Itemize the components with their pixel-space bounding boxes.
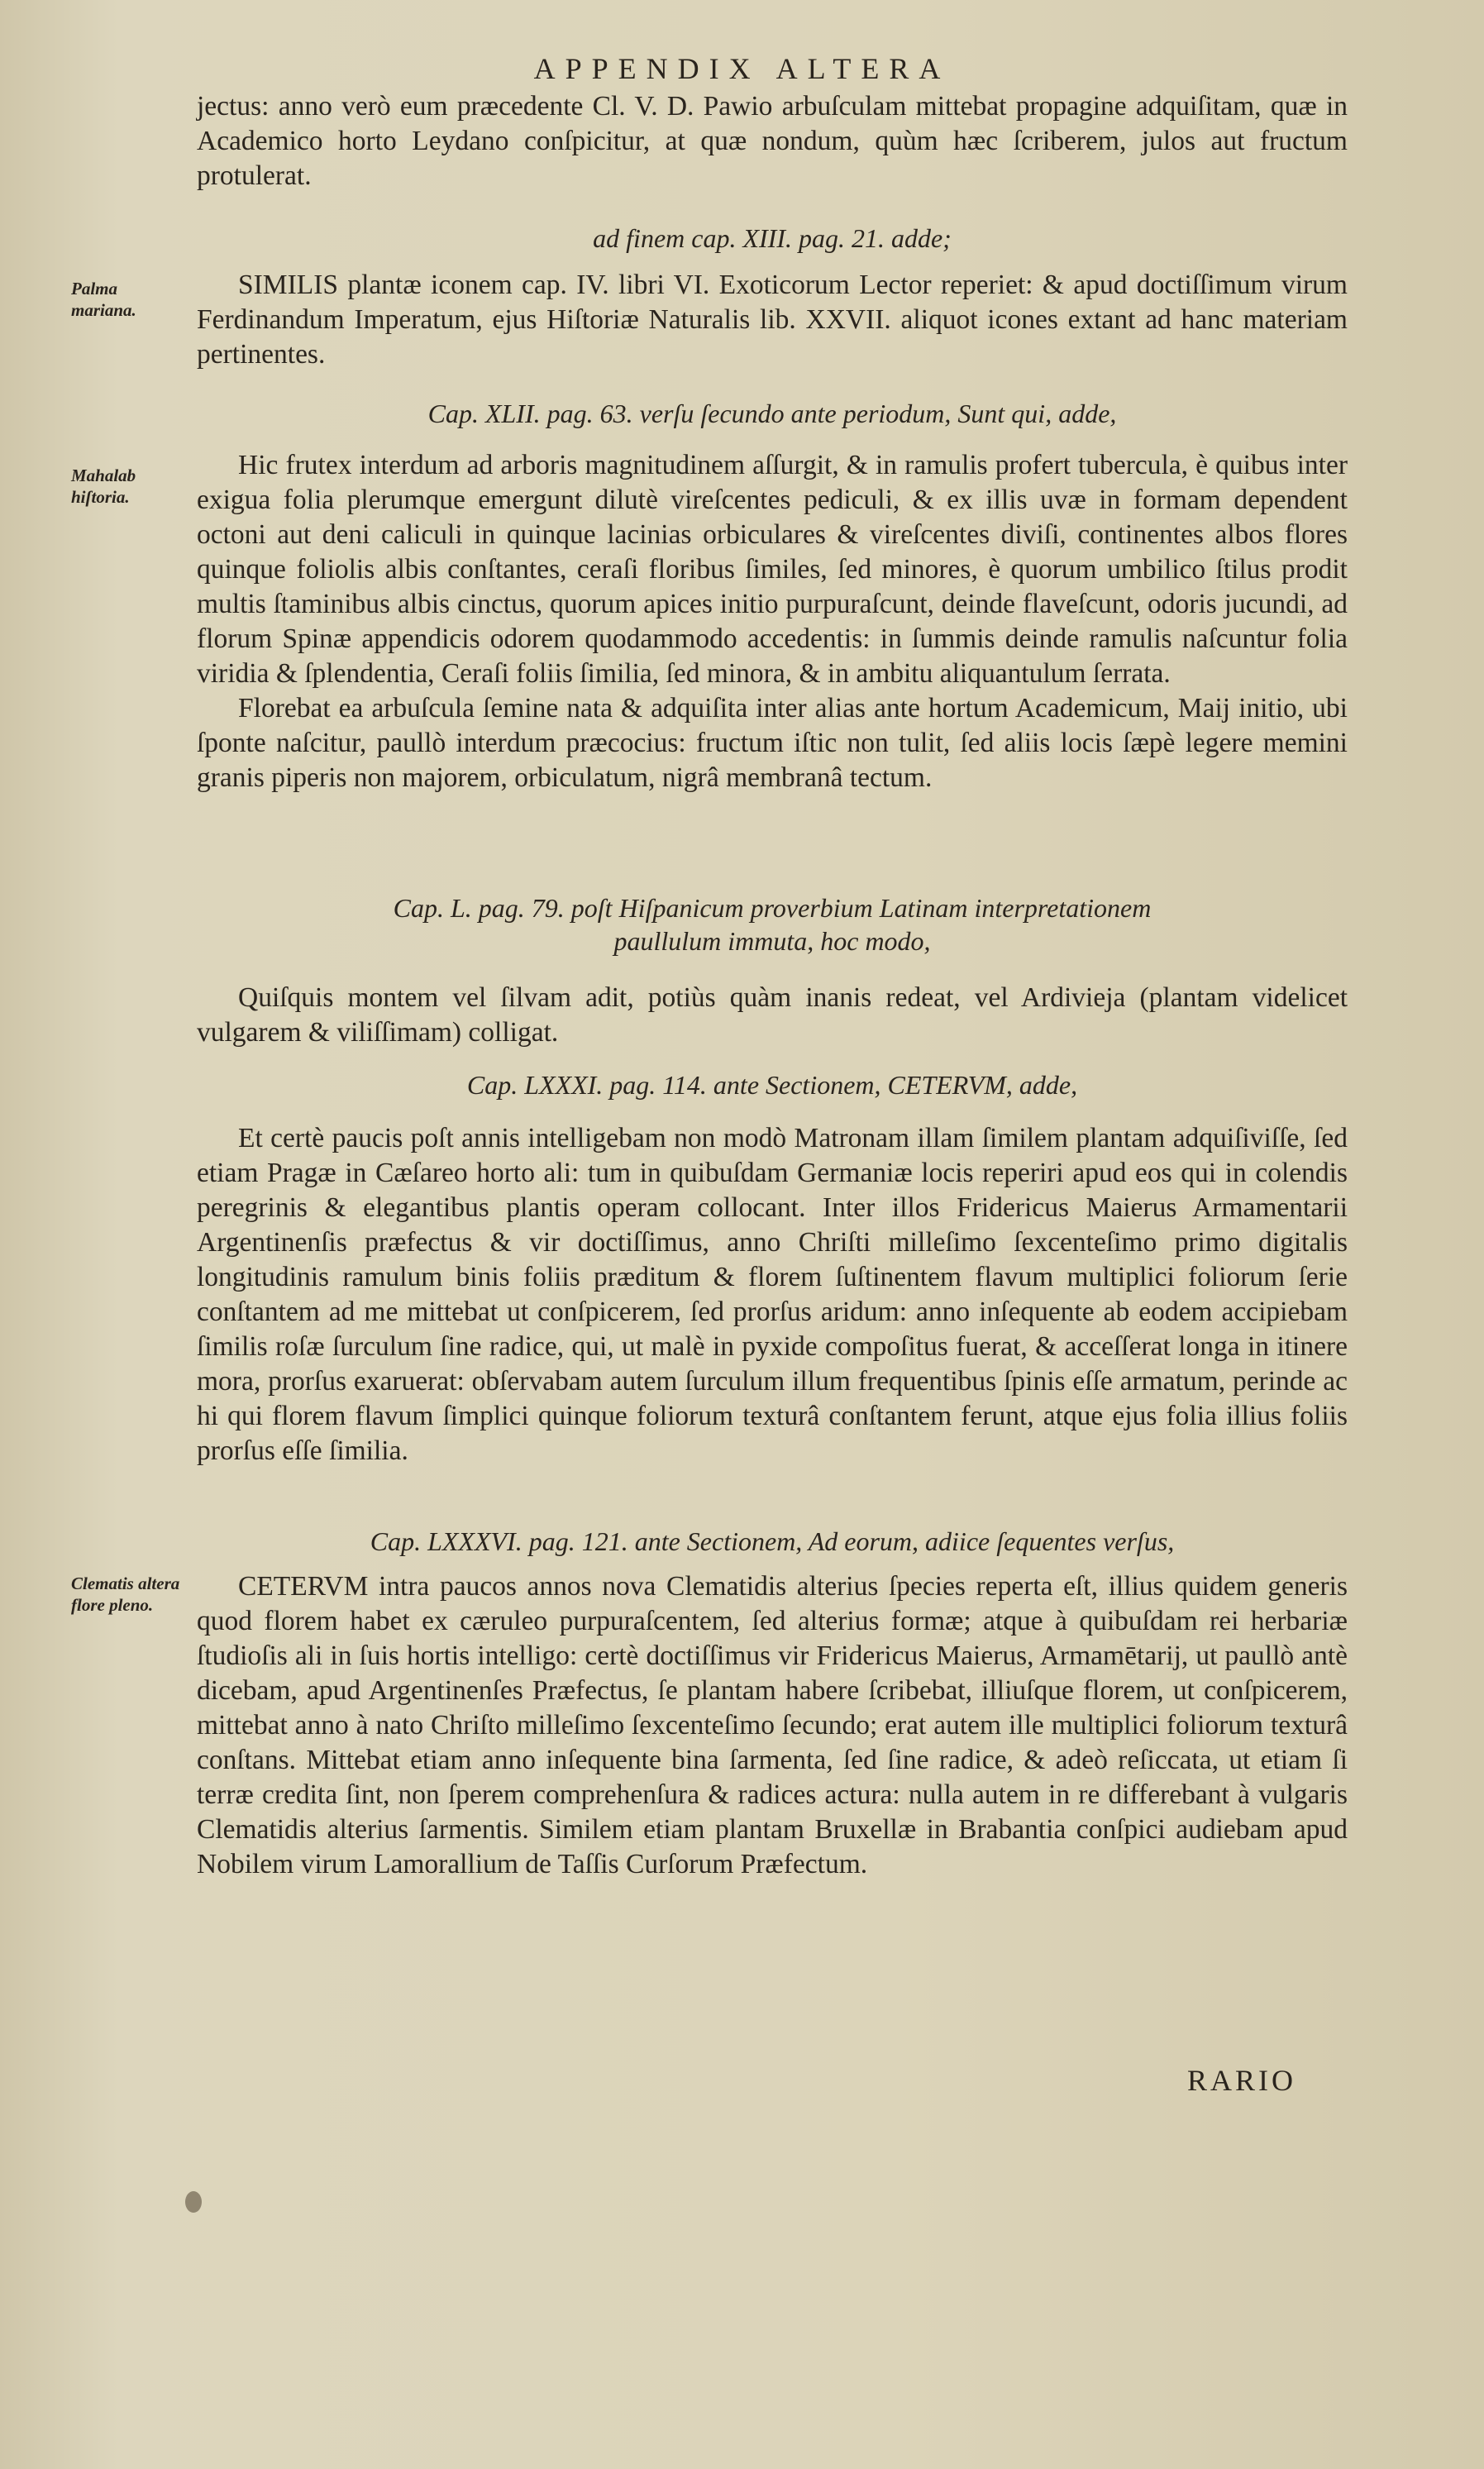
- margin-note: Clematis altera flore pleno.: [71, 1574, 180, 1615]
- section-caption: Cap. L. pag. 79. poſt Hiſpanicum proverbium Latinam interpretationem: [393, 893, 1152, 923]
- section-caption: Cap. LXXXVI. pag. 121. ante Sectionem, Ad eorum, adiice ſequentes verſus,: [370, 1526, 1175, 1556]
- ink-spot: [185, 2191, 202, 2213]
- section-caption: Cap. LXXXI. pag. 114. ante Sectionem, CETERVM, adde,: [466, 1070, 1078, 1100]
- section-caption: Cap. XLII. pag. 63. verſu ſecundo ante periodum, Sunt qui, adde,: [427, 399, 1117, 428]
- section-caption: ad finem cap. XIII. pag. 21. adde;: [593, 223, 952, 253]
- paragraph: Quiſquis montem vel ſilvam adit, potiùs quàm inanis redeat, vel Ardivieja (plantam videlicet vulgarem & viliſſimam) colligat.: [197, 982, 1348, 1048]
- paragraph-continuation: jectus: anno verò eum præcedente Cl. V. D. Pawio arbuſculam mittebat propagine adquiſitam, quæ in Academico horto Leydano conſpicitur, at quæ nondum, quùm hæc ſcriberem, julos aut fructum protulerat.: [197, 91, 1348, 191]
- paragraph: Et certè paucis poſt annis intelligebam non modò Matronam illam ſimilem plantam adquiſiviſſe, ſed etiam Pragæ in Cæſareo horto ali: tum in quibuſdam Germaniæ locis reperiri apud eos qui in colendis peregrinis & elegantibus plantis operam collocant. Inter illos Fridericus Maierus Armamentarii Argentinenſis præfectus & vir doctiſſimus, anno Chriſti milleſimo ſexcenteſimo primo digitalis longitudinis ramulum binis foliis præditum & florem ſuſtinentem flavum multiplici foliorum ſerie conſtantem ad me mittebat ut conſpicerem, ſed prorſus aridum: anno inſequente ab eodem accipiebam ſimilis roſæ ſurculum ſine radice, qui, ut malè in pyxide compoſitus fuerat, & acceſſerat longa in itinere mora, prorſus exaruerat: obſervabam autem ſurculum illum frequentibus ſpinis eſſe armatum, perinde ac hi qui florem flavum ſimplici quinque foliorum texturâ conſtantem ferunt, atque ejus folia illius foliis prorſus eſſe ſimilia.: [197, 1123, 1348, 1466]
- catchword: RARIO: [1187, 2064, 1297, 2097]
- paragraph: SIMILIS plantæ iconem cap. IV. libri VI. Exoticorum Lector reperiet: & apud doctiſſimum virum Ferdinandum Imperatum, ejus Hiſtoriæ Naturalis lib. XXVII. aliquot icones extant ad hanc materiam pertinentes.: [197, 270, 1348, 370]
- running-header: APPENDIX ALTERA: [533, 52, 951, 85]
- margin-note: Palma mariana.: [71, 279, 136, 320]
- paragraph: Hic frutex interdum ad arboris magnitudinem aſſurgit, & in ramulis profert tubercula, è quibus inter exigua folia plerumque emergunt dilutè vireſcentes pediculi, & ex illis uvæ in formam dependent octoni aut deni caliculi in quinque lacinias orbiculares & vireſcentes diviſi, continentes albos flores quinque foliolis albis conſtantes, ceraſi floribus ſimiles, ſed minores, è quorum umbilico ſtilus prodit multis ſtaminibus albis cinctus, quorum apices initio purpuraſcunt, deinde flaveſcunt, odoris jucundi, ad florum Spinæ appendicis odorem quodammodo accedentis: in ſummis deinde ramulis naſcuntur folia viridia & ſplendentia, Ceraſi foliis ſimilia, ſed minora, & in ambitu aliquantulum ſerrata. Florebat ea arbuſcula ſemine nata & adquiſita inter alias ante hortum Academicum, Maij initio, ubi ſponte naſcitur, paullò interdum præcocius: fructum iſtic non tulit, ſed aliis locis ſæpè legere memini granis piperis non majorem, orbiculatum, nigrâ membranâ tectum.: [197, 450, 1348, 793]
- paragraph: CETERVM intra paucos annos nova Clematidis alterius ſpecies reperta eſt, illius quidem generis quod florem habet ex cæruleo purpuraſcentem, ſed alterius formæ; atque à quibuſdam rei herbariæ ſtudioſis ali in ſuis hortis intelligo: certè doctiſſimus vir Fridericus Maierus, Armamētarij, ut paullò antè dicebam, apud Argentinenſes Præfectus, ſe plantam habere ſcribebat, illiuſque florem, ut conſpicerem, mittebat anno à nato Chriſto milleſimo ſexcenteſimo ſecundo; erat autem ille multiplici foliorum texturâ conſtans. Mittebat etiam anno inſequente bina ſarmenta, ſed ſine radice, & adeò reſiccata, ut etiam ſi terræ credita ſint, non ſperem comprehenſura & radices actura: nulla autem in re differebant à vulgaris Clematidis alterius ſarmentis. Similem etiam plantam Bruxellæ in Brabantia conſpici audiebam apud Nobilem virum Lamorallium de Taſſis Curſorum Præfectum.: [197, 1571, 1348, 1879]
- margin-note: Mahalab hiſtoria.: [71, 466, 136, 507]
- section-caption: paullulum immuta, hoc modo,: [613, 926, 931, 956]
